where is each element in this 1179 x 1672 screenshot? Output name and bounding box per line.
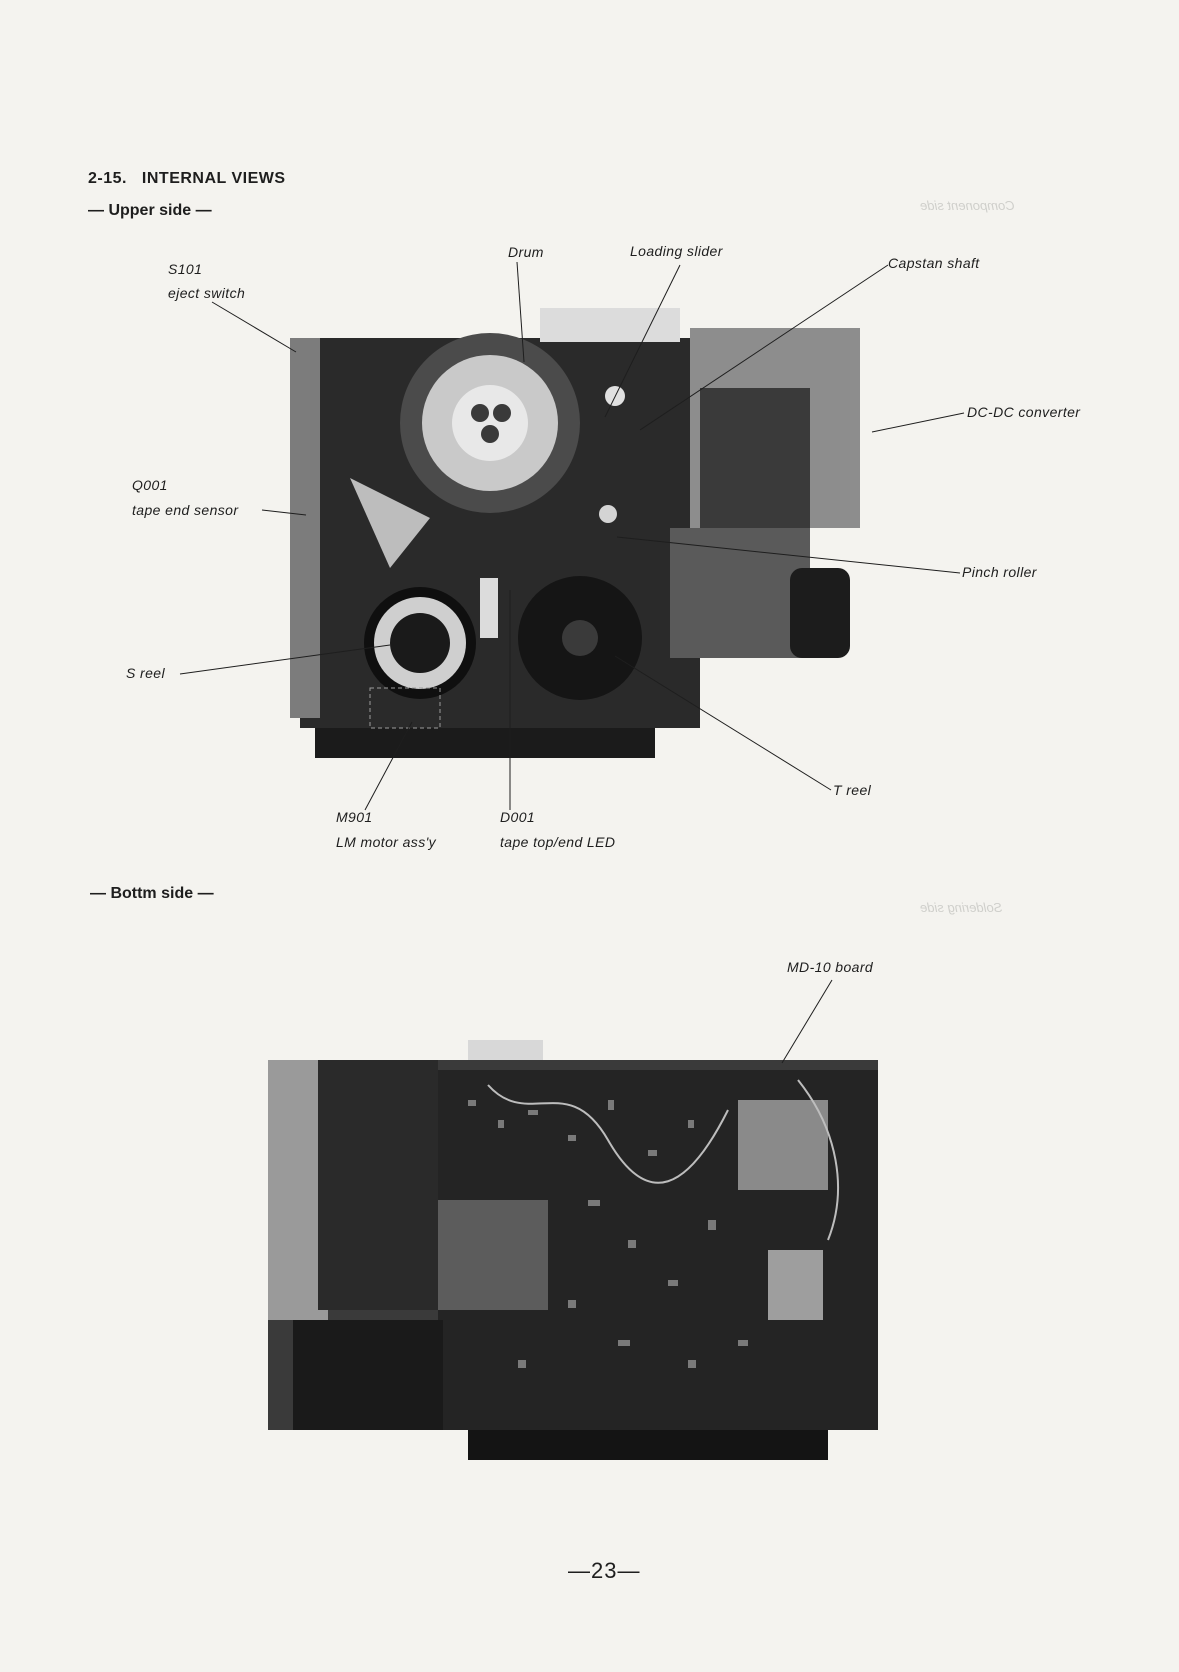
section-title: INTERNAL VIEWS (141, 170, 286, 187)
md10-board-label: MD-10 board (787, 959, 874, 975)
dcdc-converter-label: DC-DC converter (967, 404, 1081, 420)
capstan-shaft-label: Capstan shaft (888, 255, 980, 271)
show-through: Component side (920, 198, 1015, 213)
d001-desc-label: tape top/end LED (500, 834, 616, 850)
section-number: 2-15. (88, 170, 127, 187)
loading-slider-label: Loading slider (630, 243, 723, 259)
page-number: —23— (568, 1558, 641, 1583)
s101-ref-label: S101 (168, 261, 203, 277)
q001-desc-label: tape end sensor (132, 502, 239, 518)
drum-label: Drum (508, 244, 544, 260)
t-reel-label: T reel (833, 782, 872, 798)
m901-ref-label: M901 (336, 809, 373, 825)
upper-side-caption: — Upper side — (88, 202, 212, 219)
s101-desc-label: eject switch (168, 285, 246, 301)
bottom-side-caption: — Bottm side — (90, 885, 214, 902)
pinch-roller-label: Pinch roller (962, 564, 1037, 580)
s-reel-label: S reel (126, 665, 165, 681)
m901-desc-label: LM motor ass'y (336, 834, 437, 850)
q001-ref-label: Q001 (132, 477, 168, 493)
d001-ref-label: D001 (500, 809, 536, 825)
show-through: Soldering side (920, 900, 1003, 915)
